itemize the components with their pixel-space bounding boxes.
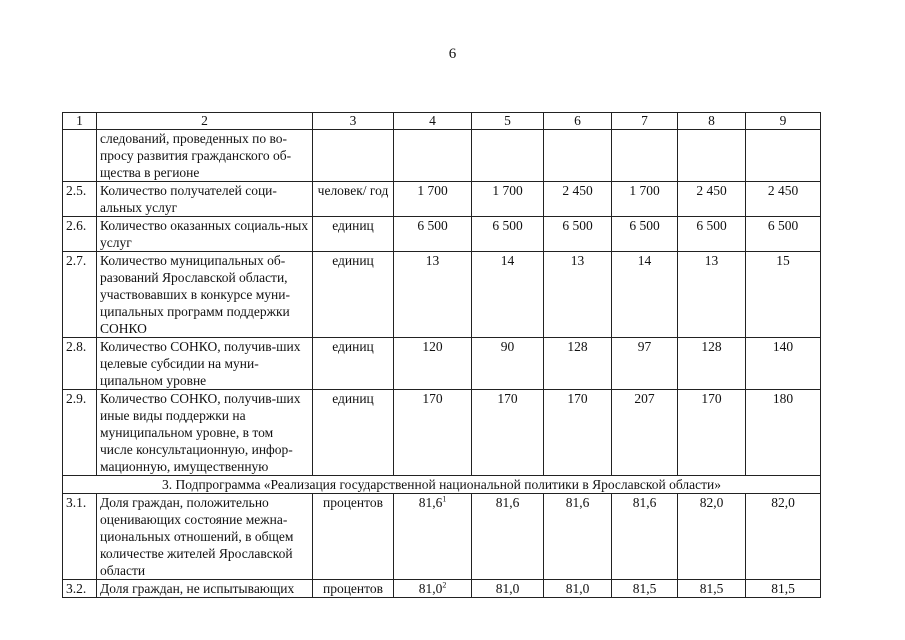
value-cell: 90 xyxy=(472,338,544,390)
unit-cell: единиц xyxy=(313,252,394,338)
table-row xyxy=(63,338,821,390)
value-cell: 128 xyxy=(544,338,612,390)
value-cell: 97 xyxy=(612,338,678,390)
value-cell: 207 xyxy=(612,390,678,476)
value-cell: 2 450 xyxy=(678,182,746,217)
table-row xyxy=(63,130,821,182)
value-cell xyxy=(394,580,472,598)
value-cell: 14 xyxy=(612,252,678,338)
value-cell: 6 500 xyxy=(472,217,544,252)
value-cell xyxy=(612,130,678,182)
value-cell: 15 xyxy=(746,252,821,338)
value-cell xyxy=(394,494,472,580)
header-cell: 7 xyxy=(612,113,678,130)
indicator-name: Доля граждан, не испытывающих xyxy=(97,580,313,598)
value-cell: 1 700 xyxy=(472,182,544,217)
section-title: 3. Подпрограмма «Реализация государственной национальной политики в Ярославской области» xyxy=(63,476,821,494)
value-cell: 13 xyxy=(544,252,612,338)
indicator-name: Количество муниципальных об-разований Ярославской области, участвовавших в конкурсе муни-ципальных программ поддержки СОНКО xyxy=(97,252,313,338)
value-cell: 6 500 xyxy=(746,217,821,252)
value-cell: 6 500 xyxy=(678,217,746,252)
indicator-name: Количество получателей соци-альных услуг xyxy=(97,182,313,217)
indicator-name: Количество СОНКО, получив-ших целевые субсидии на муни-ципальном уровне xyxy=(97,338,313,390)
value-cell: 1 700 xyxy=(394,182,472,217)
indicator-name: Количество СОНКО, получив-ших иные виды поддержки на муниципальном уровне, в том числе консультационную, инфор-мационную, имущественную xyxy=(97,390,313,476)
row-number: 2.8. xyxy=(63,338,97,390)
header-cell: 2 xyxy=(97,113,313,130)
header-cell: 6 xyxy=(544,113,612,130)
value-cell: 128 xyxy=(678,338,746,390)
header-cell: 9 xyxy=(746,113,821,130)
value-cell: 1 700 xyxy=(612,182,678,217)
row-number: 2.5. xyxy=(63,182,97,217)
value-cell: 6 500 xyxy=(612,217,678,252)
value-cell xyxy=(544,130,612,182)
value-cell xyxy=(746,130,821,182)
row-number: 2.9. xyxy=(63,390,97,476)
indicators-table xyxy=(62,112,821,598)
value-cell: 180 xyxy=(746,390,821,476)
header-row xyxy=(63,113,821,130)
section-row xyxy=(63,476,821,494)
unit-cell xyxy=(313,130,394,182)
header-cell: 5 xyxy=(472,113,544,130)
value-cell: 170 xyxy=(678,390,746,476)
header-cell: 1 xyxy=(63,113,97,130)
value-cell: 13 xyxy=(394,252,472,338)
footnote-marker: 1 xyxy=(442,494,447,504)
value-cell xyxy=(394,130,472,182)
indicator-name: Количество оказанных социаль-ных услуг xyxy=(97,217,313,252)
value-cell: 81,5 xyxy=(746,580,821,598)
unit-cell: единиц xyxy=(313,217,394,252)
indicator-name: следований, проведенных по во-просу развития гражданского об-щества в регионе xyxy=(97,130,313,182)
value-cell: 2 450 xyxy=(746,182,821,217)
unit-cell: процентов xyxy=(313,494,394,580)
value-cell xyxy=(472,130,544,182)
indicator-name: Доля граждан, положительно оценивающих состояние межна-циональных отношений, в общем количестве жителей Ярославской области xyxy=(97,494,313,580)
row-number: 2.7. xyxy=(63,252,97,338)
table-row xyxy=(63,252,821,338)
unit-cell: процентов xyxy=(313,580,394,598)
unit-cell: единиц xyxy=(313,390,394,476)
unit-cell: единиц xyxy=(313,338,394,390)
value-cell: 13 xyxy=(678,252,746,338)
value-cell xyxy=(678,130,746,182)
value-cell: 2 450 xyxy=(544,182,612,217)
value-cell: 82,0 xyxy=(746,494,821,580)
value-cell: 140 xyxy=(746,338,821,390)
value-text: 81,0 xyxy=(418,581,443,596)
table-row xyxy=(63,390,821,476)
header-cell: 4 xyxy=(394,113,472,130)
value-cell: 120 xyxy=(394,338,472,390)
value-cell: 14 xyxy=(472,252,544,338)
header-cell: 3 xyxy=(313,113,394,130)
value-cell: 82,0 xyxy=(678,494,746,580)
table-row xyxy=(63,217,821,252)
value-cell: 6 500 xyxy=(394,217,472,252)
value-text: 81,6 xyxy=(418,495,443,510)
row-number: 3.2. xyxy=(63,580,97,598)
value-cell: 81,6 xyxy=(544,494,612,580)
footnote-marker: 2 xyxy=(442,580,447,590)
header-cell: 8 xyxy=(678,113,746,130)
table-row xyxy=(63,580,821,598)
value-cell: 81,5 xyxy=(678,580,746,598)
value-cell: 81,0 xyxy=(544,580,612,598)
row-number xyxy=(63,130,97,182)
row-number: 3.1. xyxy=(63,494,97,580)
value-cell: 81,6 xyxy=(612,494,678,580)
value-cell: 170 xyxy=(394,390,472,476)
table-row xyxy=(63,494,821,580)
row-number: 2.6. xyxy=(63,217,97,252)
unit-cell: человек/ год xyxy=(313,182,394,217)
table-row xyxy=(63,182,821,217)
value-cell: 81,6 xyxy=(472,494,544,580)
value-cell: 6 500 xyxy=(544,217,612,252)
page-number: 6 xyxy=(448,46,457,62)
value-cell: 81,5 xyxy=(612,580,678,598)
value-cell: 170 xyxy=(544,390,612,476)
value-cell: 170 xyxy=(472,390,544,476)
value-cell: 81,0 xyxy=(472,580,544,598)
